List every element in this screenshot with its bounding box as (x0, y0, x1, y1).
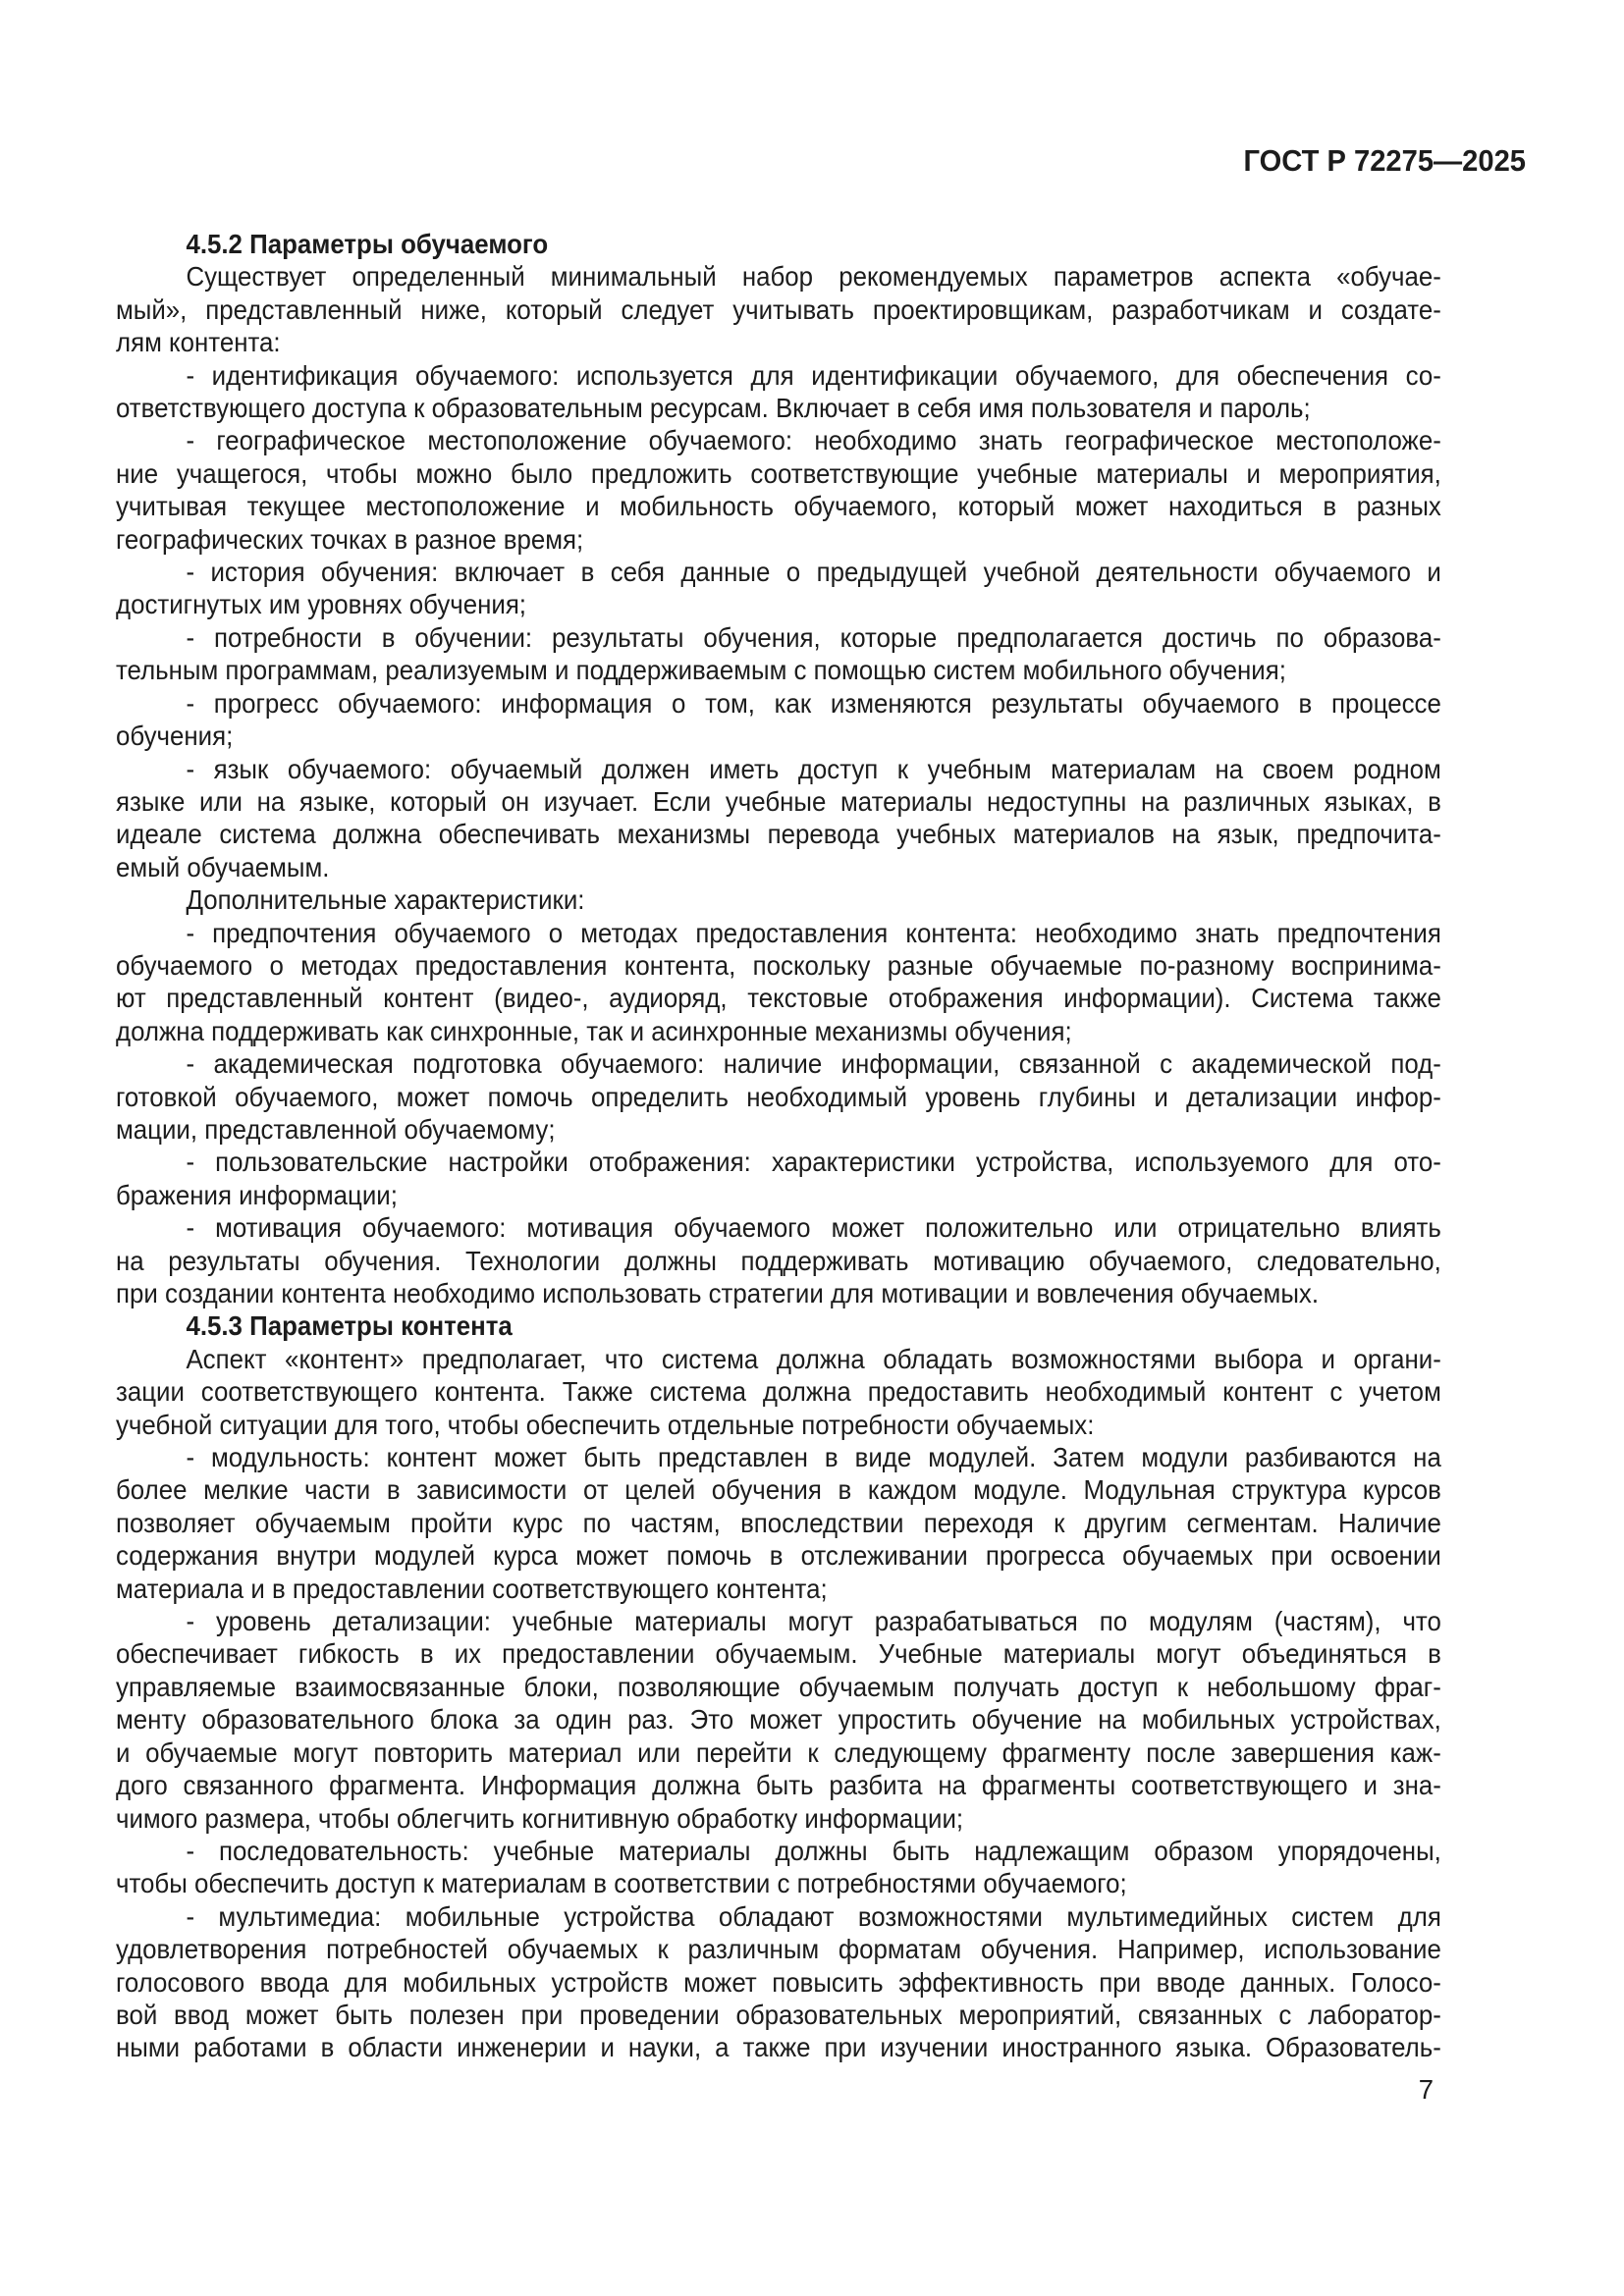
paragraph-line: Существует определенный минимальный набор рекомендуемых параметров аспекта «обучае- (186, 261, 1441, 293)
paragraph-line: материала и в предоставлении соответствующего контента; (116, 1573, 828, 1604)
paragraph-line: ответствующего доступа к образовательным ресурсам. Включает в себя имя пользователя и пароль; (116, 393, 1311, 424)
paragraph-line: более мелкие части в зависимости от целей обучения в каждом модуле. Модульная структура курсов (116, 1474, 1441, 1506)
paragraph-line: содержания внутри модулей курса может помочь в отслеживании прогресса обучаемых при освоении (116, 1540, 1441, 1572)
document-header-code: ГОСТ Р 72275—2025 (1243, 143, 1526, 178)
paragraph-line: чтобы обеспечить доступ к материалам в соответствии с потребностями обучаемого; (116, 1868, 1127, 1899)
section-heading-line: 4.5.3 Параметры контента (186, 1310, 513, 1342)
paragraph-line: - последовательность: учебные материалы должны быть надлежащим образом упорядочены, (186, 1835, 1441, 1866)
paragraph-line: емый обучаемым. (116, 851, 330, 882)
paragraph-line: - мотивация обучаемого: мотивация обучаемого может положительно или отрицательно влиять (186, 1212, 1441, 1244)
paragraph-line: вой ввод может быть полезен при проведении образовательных мероприятий, связанных с лаборатор- (116, 1999, 1441, 2030)
paragraph-line: бражения информации; (116, 1179, 398, 1210)
paragraph-line: идеале система должна обеспечивать механизмы перевода учебных материалов на язык, предпочита- (116, 819, 1441, 850)
paragraph-line: учебной ситуации для того, чтобы обеспечить отдельные потребности обучаемых: (116, 1409, 1095, 1440)
paragraph-line: лям контента: (116, 327, 281, 358)
paragraph-line: Дополнительные характеристики: (186, 884, 585, 916)
paragraph-line: учитывая текущее местоположение и мобильность обучаемого, который может находиться в разных (116, 491, 1441, 522)
paragraph-line: географических точках в разное время; (116, 523, 584, 555)
paragraph-line: управляемые взаимосвязанные блоки, позволяющие обучаемым получать доступ к небольшому фраг- (116, 1671, 1441, 1702)
paragraph-line: мации, представленной обучаемому; (116, 1113, 556, 1145)
paragraph-line: мый», представленный ниже, который следует учитывать проектировщикам, разработчикам и создате- (116, 294, 1441, 325)
paragraph-line: - модульность: контент может быть представлен в виде модулей. Затем модули разбиваются на (186, 1442, 1441, 1473)
paragraph-line: - уровень детализации: учебные материалы могут разрабатываться по модулям (частям), что (186, 1606, 1441, 1637)
paragraph-line: позволяет обучаемым пройти курс по частям, впоследствии переходя к другим сегментам. Наличие (116, 1507, 1441, 1538)
paragraph-line: удовлетворения потребностей обучаемых к различным форматам обучения. Например, использование (116, 1934, 1441, 1965)
paragraph-line: чимого размера, чтобы облегчить когнитивную обработку информации; (116, 1802, 964, 1834)
section-heading-line: 4.5.2 Параметры обучаемого (186, 229, 549, 259)
paragraph-line: - история обучения: включает в себя данные о предыдущей учебной деятельности обучаемого и (186, 557, 1441, 588)
paragraph-line: тельным программам, реализуемым и поддерживаемым с помощью систем мобильного обучения; (116, 655, 1286, 686)
paragraph-line: обеспечивает гибкость в их предоставлении обучаемым. Учебные материалы могут объединяться в (116, 1638, 1441, 1670)
paragraph-line: ными работами в области инженерии и науки, а также при изучении иностранного языка. Образователь- (116, 2032, 1441, 2063)
paragraph-line: обучаемого о методах предоставления контента, поскольку разные обучаемые по-разному воспринима- (116, 949, 1441, 981)
paragraph-line: при создании контента необходимо использовать стратегии для мотивации и вовлечения обучаемых. (116, 1278, 1320, 1308)
paragraph-line: должна поддерживать как синхронные, так и асинхронные механизмы обучения; (116, 1015, 1072, 1046)
paragraph-line: и обучаемые могут повторить материал или перейти к следующему фрагменту после завершения каж- (116, 1736, 1441, 1768)
paragraph-line: готовкой обучаемого, может помочь определить необходимый уровень глубины и детализации инфор- (116, 1081, 1441, 1112)
paragraph-line: - потребности в обучении: результаты обучения, которые предполагается достичь по образова- (186, 621, 1441, 653)
paragraph-line: голосового ввода для мобильных устройств может повысить эффективность при вводе данных. Голосо- (116, 1966, 1441, 1998)
paragraph-line: - язык обучаемого: обучаемый должен иметь доступ к учебным материалам на своем родном (186, 753, 1441, 784)
paragraph-line: - пользовательские настройки отображения: характеристики устройства, используемого для ото- (186, 1147, 1441, 1178)
paragraph-line: - мультимедиа: мобильные устройства обладают возможностями мультимедийных систем для (186, 1900, 1441, 1932)
paragraph-line: - предпочтения обучаемого о методах предоставления контента: необходимо знать предпочтения (186, 917, 1441, 948)
paragraph-line: - прогресс обучаемого: информация о том, как изменяются результаты обучаемого в процессе (186, 687, 1441, 719)
paragraph-line: достигнутых им уровнях обучения; (116, 589, 527, 620)
paragraph-line: - географическое местоположение обучаемого: необходимо знать географическое местоположе- (186, 425, 1441, 456)
paragraph-line: - идентификация обучаемого: используется для идентификации обучаемого, для обеспечения со- (186, 359, 1441, 391)
paragraph-line: языке или на языке, который он изучает. Если учебные материалы недоступны на различных языках, в (116, 785, 1441, 817)
paragraph-line: дого связанного фрагмента. Информация должна быть разбита на фрагменты соответствующего и зна- (116, 1770, 1441, 1801)
paragraph-line: - академическая подготовка обучаемого: наличие информации, связанной с академической под- (186, 1048, 1441, 1080)
paragraph-line: зации соответствующего контента. Также система должна предоставить необходимый контент с учетом (116, 1376, 1441, 1408)
paragraph-line: Аспект «контент» предполагает, что система должна обладать возможностями выбора и органи- (186, 1343, 1441, 1374)
paragraph-line: менту образовательного блока за один раз. Это может упростить обучение на мобильных устройствах, (116, 1704, 1441, 1735)
document-body (116, 228, 1441, 2064)
paragraph-line: ют представленный контент (видео-, аудиоряд, текстовые отображения информации). Система также (116, 983, 1441, 1014)
page-number: 7 (1418, 2074, 1434, 2105)
paragraph-line: обучения; (116, 721, 234, 752)
paragraph-line: на результаты обучения. Технологии должны поддерживать мотивацию обучаемого, следовательно, (116, 1245, 1441, 1276)
paragraph-line: ние учащегося, чтобы можно было предложить соответствующие учебные материалы и мероприятия, (116, 457, 1441, 489)
